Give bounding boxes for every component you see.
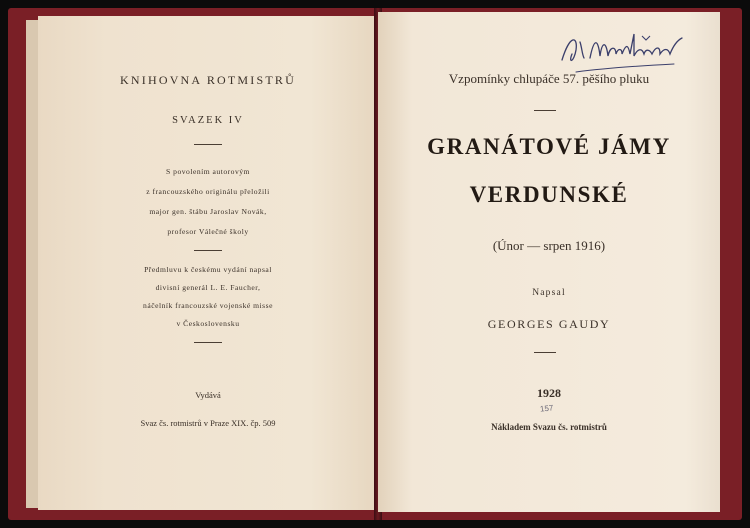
right-page [378,12,720,512]
author-name: GEORGES GAUDY [487,317,611,331]
book-title-line2: VERDUNSKÉ [469,182,629,207]
volume-number: SVAZEK IV [172,115,244,126]
preface-line: divisní generál L. E. Faucher, [155,283,261,292]
author-label: Napsal [532,288,566,298]
publication-year: 1928 [537,386,561,400]
credits-line: major gen. štábu Jaroslav Novák, [149,207,267,216]
preface-line: v Československu [176,319,240,328]
book-title-line1: GRANÁTOVÉ JÁMY [427,134,671,159]
publisher-line: Svaz čs. rotmistrů v Praze XIX. čp. 509 [140,418,276,428]
book-subtitle: Vzpomínky chlupáče 57. pěšího pluku [448,71,650,86]
preface-line: Předmluvu k českému vydání napsal [144,265,272,274]
date-range: (Únor — srpen 1916) [492,238,606,253]
left-page [38,16,378,510]
preface-line: náčelník francouzské vojenské misse [143,301,273,310]
divider [534,352,556,353]
divider [534,110,556,111]
publisher-label: Vydává [195,390,221,400]
divider [194,144,222,145]
publisher-imprint: Nákladem Svazu čs. rotmistrů [491,422,607,432]
divider [194,342,222,343]
credits-line: profesor Válečné školy [167,227,249,236]
book-cover [8,8,742,520]
series-title: KNIHOVNA ROTMISTRŮ [120,73,296,87]
divider [194,250,222,251]
pencil-note: 157 [539,403,554,414]
credits-line: z francouzského originálu přeložili [146,187,270,196]
credits-line: S povolením autorovým [166,167,250,176]
